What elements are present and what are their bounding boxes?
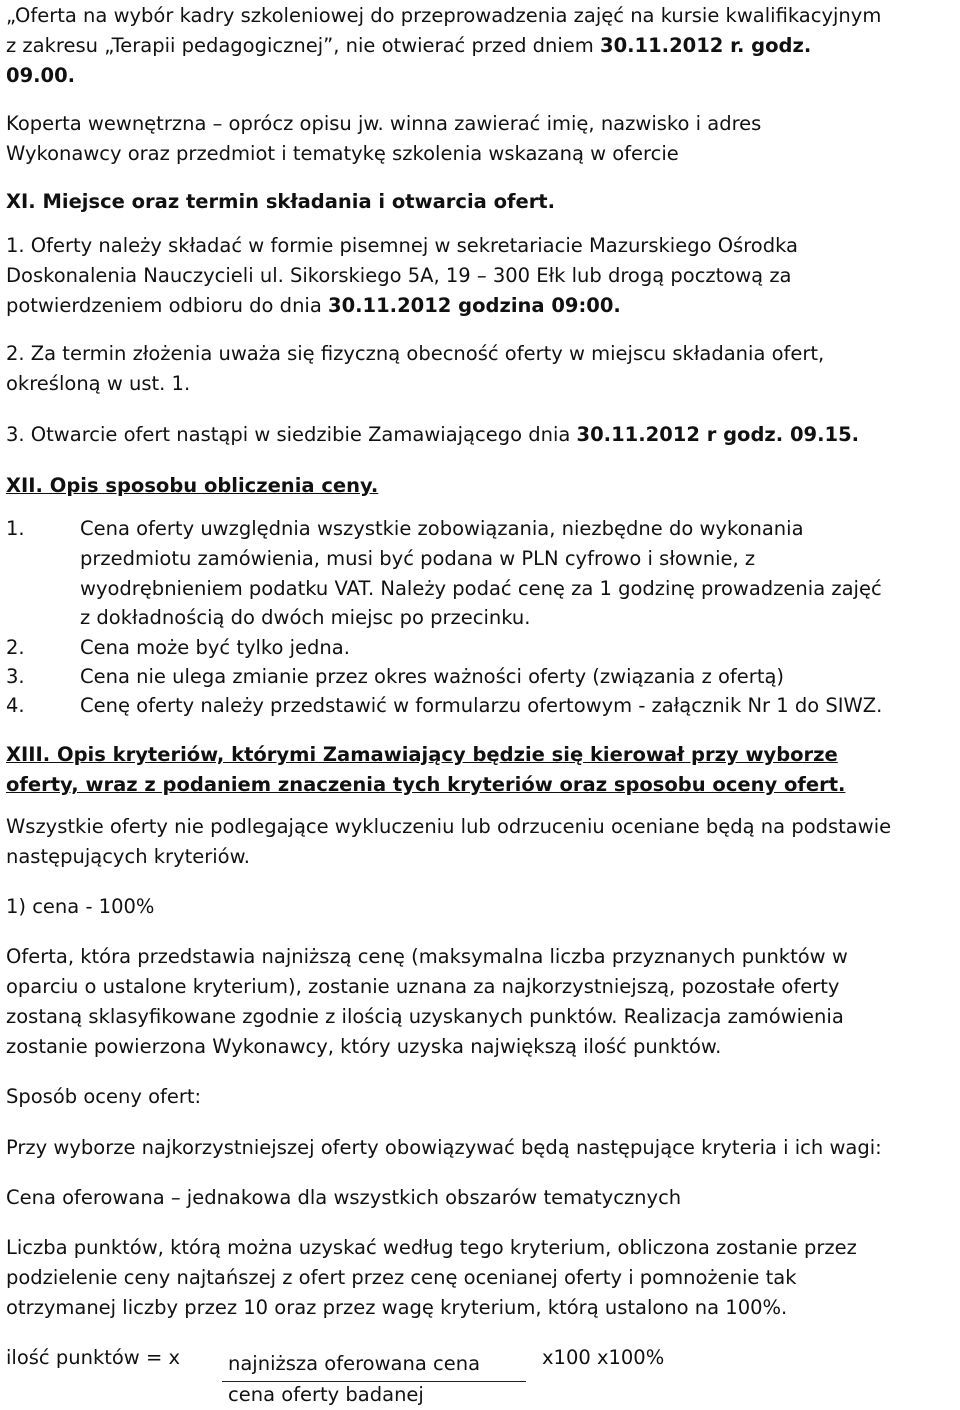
formula-denominator: cena oferty badanej — [228, 1383, 424, 1406]
section-11-p1-line-2: Doskonalenia Nauczycieli ul. Sikorskiego 5A, 19 – 300 Ełk lub drogą pocztową za — [6, 264, 792, 287]
header-deadline: 30.11.2012 r. godz. — [600, 34, 812, 57]
section-11-p1-line-1: 1. Oferty należy składać w formie pisemnej w sekretariacie Mazurskiego Ośrodka — [6, 234, 799, 257]
desc-line-2: oparciu o ustalone kryterium), zostanie uznana za najkorzystniejszą, pozostałe oferty — [6, 975, 840, 998]
formula-multiplier: x100 x100% — [542, 1346, 665, 1369]
section-11-heading: XI. Miejsce oraz termin składania i otwarcia ofert. — [6, 190, 556, 213]
desc-line-3: zostaną sklasyfikowane zgodnie z ilością uzyskanych punktów. Realizacja zamówienia — [6, 1005, 844, 1028]
formula-lhs: ilość punktów = x — [6, 1346, 181, 1369]
section-13-intro-line-2: następujących kryteriów. — [6, 845, 250, 868]
item-1-line-1: Cena oferty uwzględnia wszystkie zobowiązania, niezbędne do wykonania — [80, 517, 804, 540]
criterion-price: 1) cena - 100% — [6, 895, 155, 918]
price-offered: Cena oferowana – jednakowa dla wszystkich obszarów tematycznych — [6, 1186, 682, 1209]
item-1-line-4: z dokładnością do dwóch miejsc po przecinku. — [80, 606, 531, 629]
section-11-p3-date: 30.11.2012 r godz. 09.15. — [576, 423, 860, 446]
section-13-heading-line-1: XIII. Opis kryteriów, którymi Zamawiający będzie się kierował przy wyborze — [6, 743, 838, 766]
fraction-bar — [222, 1381, 526, 1382]
section-13-heading-line-2: oferty, wraz z podaniem znaczenia tych kryteriów oraz sposobu oceny ofert. — [6, 773, 846, 796]
header-line-1: „Oferta na wybór kadry szkoleniowej do przeprowadzenia zajęć na kursie kwalifikacyjnym — [6, 4, 882, 27]
item-3-line-1: Cena nie ulega zmianie przez okres ważności oferty (związania z ofertą) — [80, 665, 785, 688]
calc-line-2: podzielenie ceny najtańszej z ofert przez cenę ocenianej oferty i pomnożenie tak — [6, 1266, 797, 1289]
item-3-number: 3. — [6, 665, 25, 688]
envelope-line-1: Koperta wewnętrzna – oprócz opisu jw. winna zawierać imię, nazwisko i adres — [6, 112, 762, 135]
section-11-p3 — [6, 425, 859, 445]
criteria-weights: Przy wyborze najkorzystniejszej oferty obowiązywać będą następujące kryteria i ich wagi: — [6, 1136, 882, 1159]
section-11-p1-deadline: 30.11.2012 godzina 09:00. — [328, 294, 621, 317]
section-11-p3-text: 3. Otwarcie ofert nastąpi w siedzibie Zamawiającego dnia — [6, 423, 577, 446]
item-2-number: 2. — [6, 636, 25, 659]
section-13-intro-line-1: Wszystkie oferty nie podlegające wykluczeniu lub odrzuceniu oceniane będą na podstawie — [6, 815, 892, 838]
evaluation-method-label: Sposób oceny ofert: — [6, 1085, 202, 1108]
section-11-p1-text: potwierdzeniem odbioru do dnia — [6, 294, 328, 317]
section-11-p2-line-1: 2. Za termin złożenia uważa się fizyczną obecność oferty w miejscu składania ofert, — [6, 342, 825, 365]
header-time: 09.00. — [6, 64, 76, 87]
header-line-2-text: z zakresu „Terapii pedagogicznej”, nie otwierać przed dniem — [6, 34, 600, 57]
item-1-line-3: wyodrębnieniem podatku VAT. Należy podać cenę za 1 godzinę prowadzenia zajęć — [80, 577, 882, 600]
item-2-line-1: Cena może być tylko jedna. — [80, 636, 350, 659]
header-line-2 — [6, 36, 811, 56]
section-11-p2-line-2: określoną w ust. 1. — [6, 372, 191, 395]
item-4-number: 4. — [6, 694, 25, 717]
formula-numerator: najniższa oferowana cena — [228, 1352, 481, 1375]
calc-line-1: Liczba punktów, którą można uzyskać według tego kryterium, obliczona zostanie przez — [6, 1236, 857, 1259]
desc-line-1: Oferta, która przedstawia najniższą cenę (maksymalna liczba przyznanych punktów w — [6, 945, 848, 968]
item-1-line-2: przedmiotu zamówienia, musi być podana w PLN cyfrowo i słownie, z — [80, 547, 756, 570]
section-11-p1-line-3 — [6, 296, 621, 316]
envelope-line-2: Wykonawcy oraz przedmiot i tematykę szkolenia wskazaną w ofercie — [6, 142, 679, 165]
section-12-heading: XII. Opis sposobu obliczenia ceny. — [6, 474, 379, 497]
item-1-number: 1. — [6, 517, 25, 540]
calc-line-3: otrzymanej liczby przez 10 oraz przez wagę kryterium, którą ustalono na 100%. — [6, 1296, 788, 1319]
item-4-line-1: Cenę oferty należy przedstawić w formularzu ofertowym - załącznik Nr 1 do SIWZ. — [80, 694, 883, 717]
desc-line-4: zostanie powierzona Wykonawcy, który uzyska największą ilość punktów. — [6, 1035, 722, 1058]
